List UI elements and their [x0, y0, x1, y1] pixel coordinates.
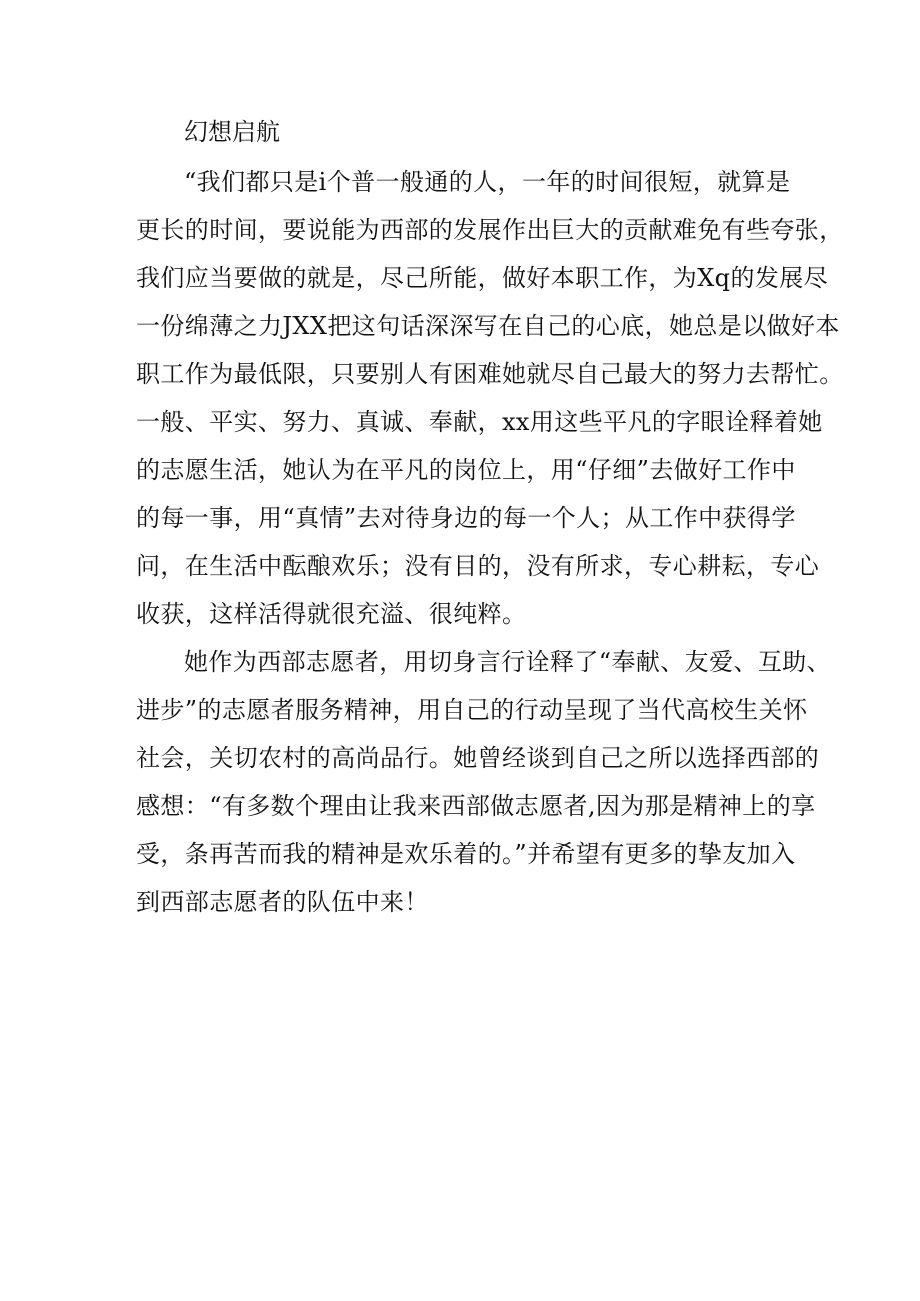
paragraph-2-line-5: 受，条再苦而我的精神是欢乐着的。”并希望有更多的挚友加入 [136, 840, 796, 868]
paragraph-2-line-4: 感想：“有多数个理由让我来西部做志愿者,因为那是精神上的享 [136, 792, 816, 820]
paragraph-1-line-2: 更长的时间，要说能为西部的发展作出巨大的贡献难免有些夸张， [136, 216, 844, 244]
paragraph-1-line-9: 问，在生活中酝酿欢乐；没有目的，没有所求，专心耕耘，专心 [136, 552, 820, 580]
paragraph-1-line-6: 一般、平实、努力、真诚、奉献，xx用这些平凡的字眼诠释着她 [136, 408, 823, 436]
paragraph-2-line-6: 到西部志愿者的队伍中来！ [136, 888, 429, 916]
paragraph-1-line-10: 收获，这样活得就很充溢、很纯粹。 [136, 600, 527, 628]
paragraph-1-line-8: 的每一事，用“真情”去对待身边的每一个人；从工作中获得学 [136, 504, 796, 532]
paragraph-1-line-4: 一份绵薄之力JXX把这句话深深写在自己的心底，她总是以做好本 [136, 312, 840, 340]
paragraph-2-line-1: 她作为西部志愿者，用切身言行诠释了“奉献、友爱、互助、 [184, 648, 832, 676]
paragraph-2-line-2: 进步”的志愿者服务精神，用自己的行动呈现了当代高校生关怀 [136, 696, 808, 724]
paragraph-1-line-3: 我们应当要做的就是，尽己所能，做好本职工作，为Xq的发展尽 [136, 264, 829, 292]
paragraph-1-line-5: 职工作为最低限，只要别人有困难她就尽自己最大的努力去帮忙。 [136, 360, 844, 388]
paragraph-1-line-7: 的志愿生活，她认为在平凡的岗位上，用“仔细”去做好工作中 [136, 456, 796, 484]
paragraph-2-line-3: 社会，关切农村的高尚品行。她曾经谈到自己之所以选择西部的 [136, 744, 820, 772]
document-heading: 幻想启航 [184, 118, 280, 146]
paragraph-1-line-1: “我们都只是i个普一般通的人，一年的时间很短，就算是 [184, 168, 791, 196]
